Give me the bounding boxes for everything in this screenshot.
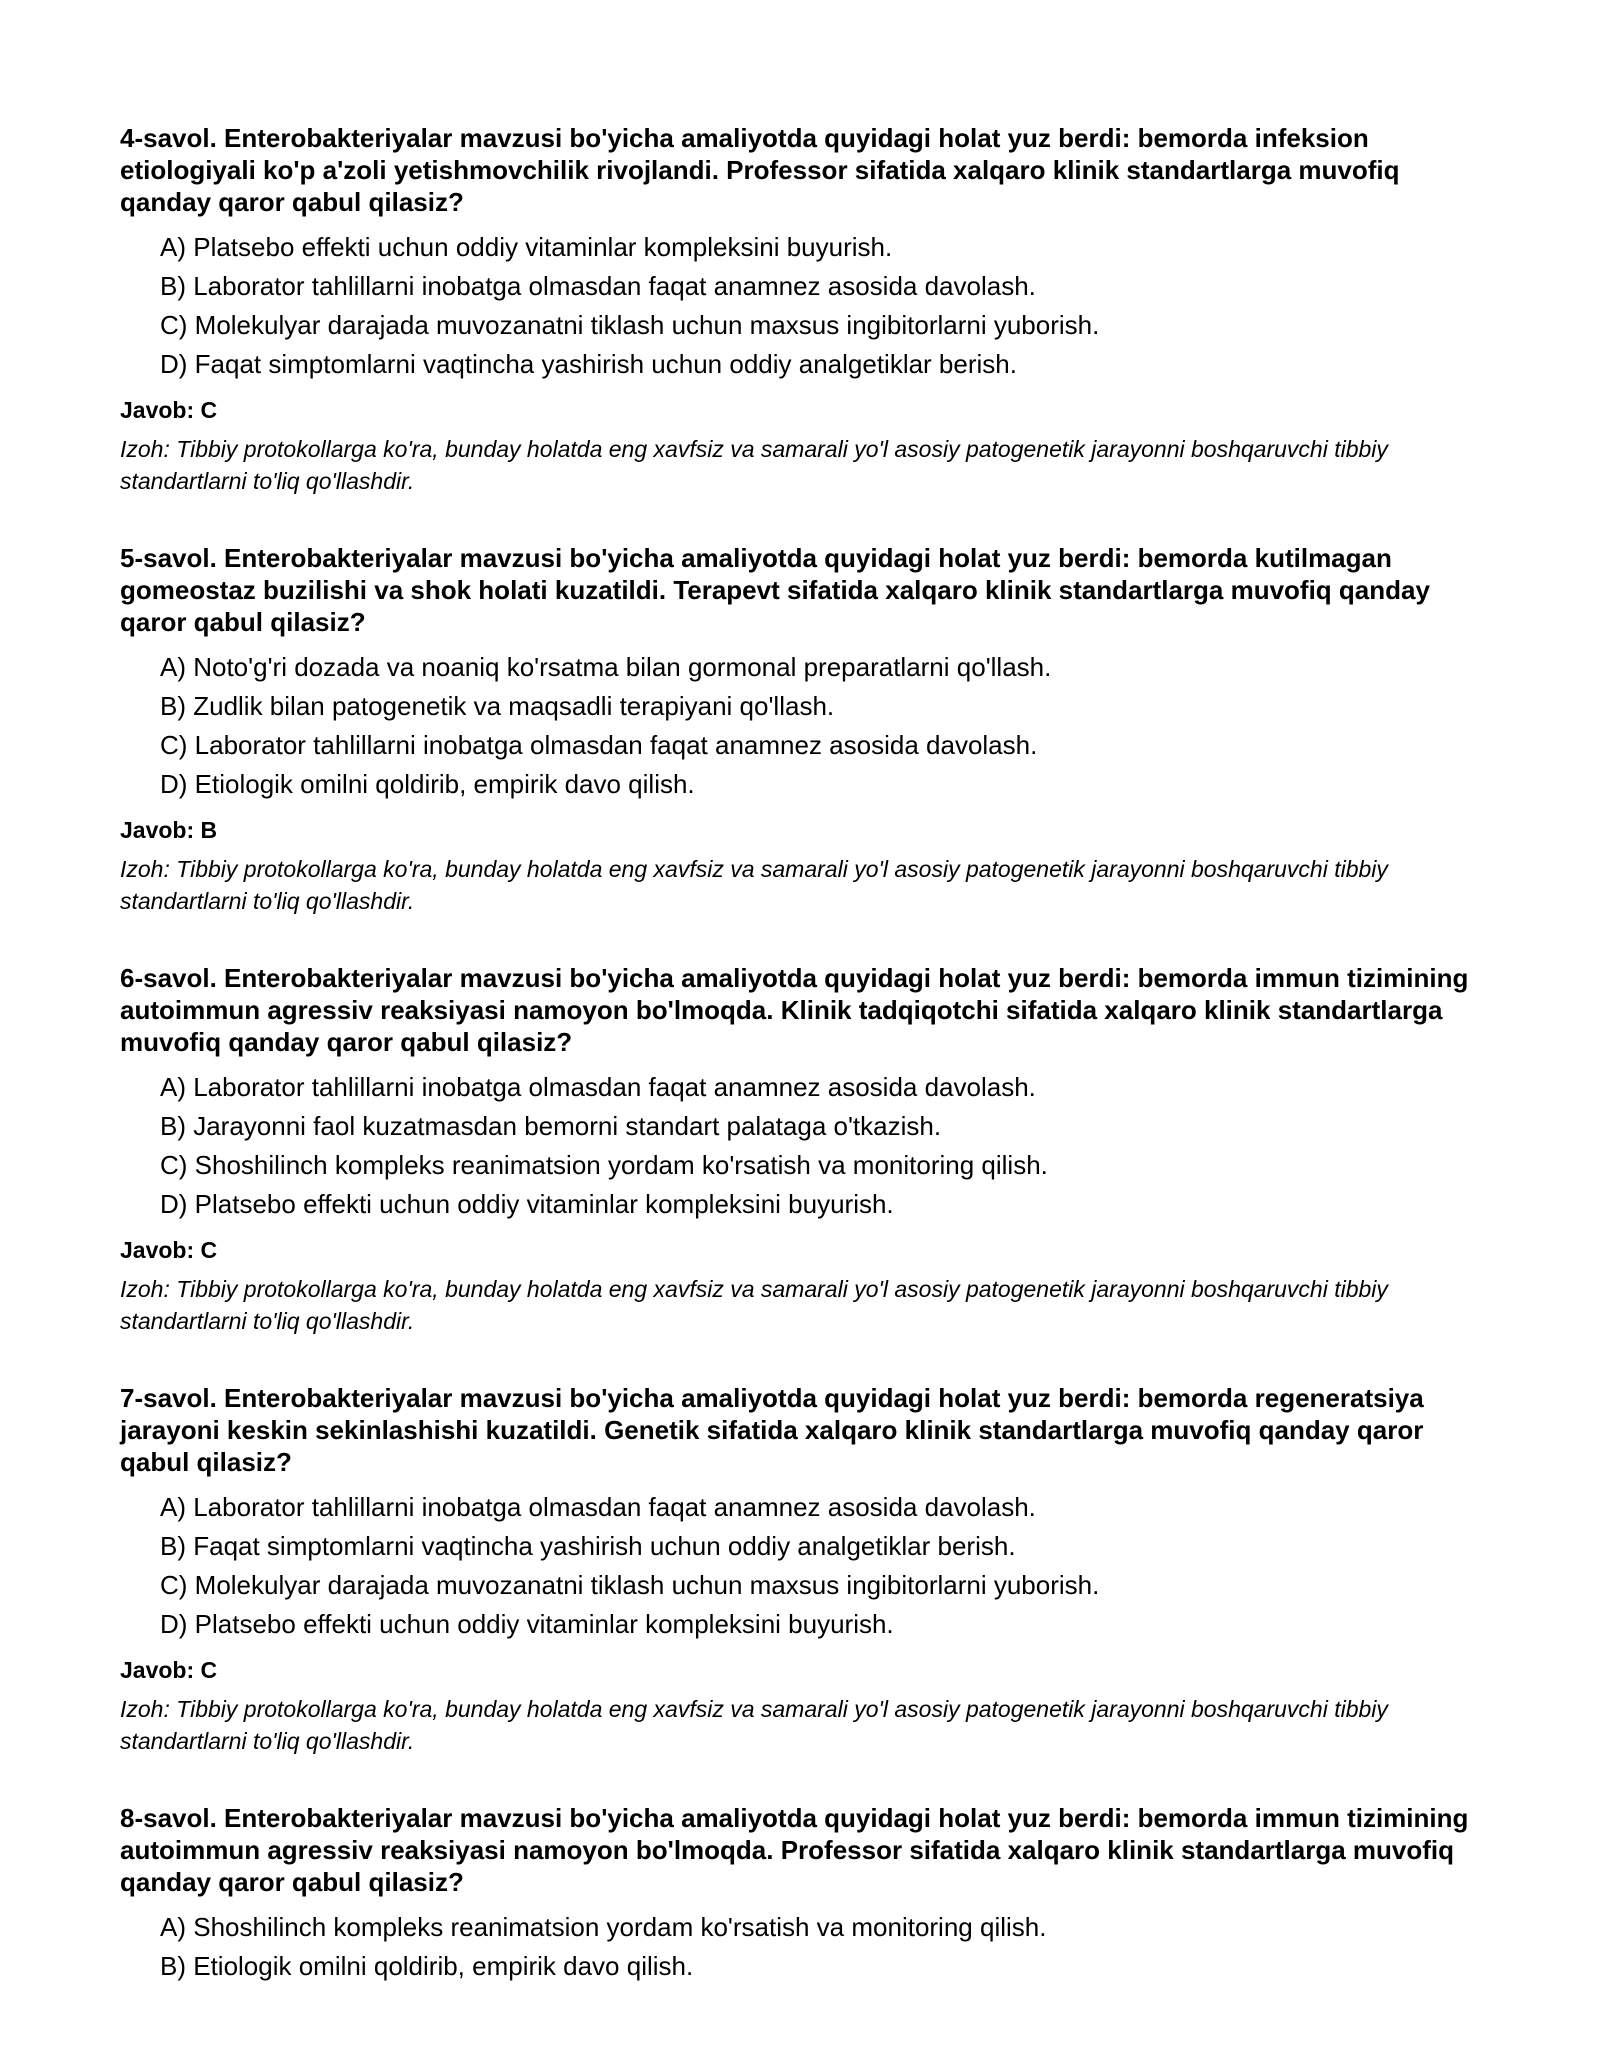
option-list <box>120 228 1490 384</box>
answer-label: Javob: B <box>120 817 218 843</box>
option-a: A) Laborator tahlillarni inobatga olmasdan faqat anamnez asosida davolash. <box>160 1492 1036 1522</box>
explanation-text: Izoh: Tibbiy protokollarga ko'ra, bunday holatda eng xavfsiz va samarali yo'l asosiy patogenetik jarayonni boshqaruvchi tibbiy standartlarni to'liq qo'llashdir. <box>120 1696 1388 1754</box>
option-d: D) Etiologik omilni qoldirib, empirik davo qilish. <box>160 769 695 799</box>
option-list <box>120 648 1490 804</box>
option-list <box>120 1068 1490 1224</box>
question-block <box>120 1382 1490 1757</box>
option-c: C) Molekulyar darajada muvozanatni tiklash uchun maxsus ingibitorlarni yuborish. <box>160 310 1100 340</box>
option-b: B) Laborator tahlillarni inobatga olmasdan faqat anamnez asosida davolash. <box>160 271 1036 301</box>
answer-label: Javob: C <box>120 1237 218 1263</box>
option-b: B) Zudlik bilan patogenetik va maqsadli terapiyani qo'llash. <box>160 691 835 721</box>
answer-label: Javob: C <box>120 397 218 423</box>
option-list <box>120 1908 1490 1986</box>
option-b: B) Etiologik omilni qoldirib, empirik davo qilish. <box>160 1951 694 1981</box>
option-a: A) Shoshilinch kompleks reanimatsion yordam ko'rsatish va monitoring qilish. <box>160 1912 1047 1942</box>
explanation-text: Izoh: Tibbiy protokollarga ko'ra, bunday holatda eng xavfsiz va samarali yo'l asosiy patogenetik jarayonni boshqaruvchi tibbiy standartlarni to'liq qo'llashdir. <box>120 856 1388 914</box>
question-title: 7-savol. Enterobakteriyalar mavzusi bo'yicha amaliyotda quyidagi holat yuz berdi: bemorda regeneratsiya jarayoni keskin sekinlashishi kuzatildi. Genetik sifatida xalqaro klinik standartlarga muvofiq qanday qaror qabul qilasiz? <box>120 1383 1424 1477</box>
option-b: B) Faqat simptomlarni vaqtincha yashirish uchun oddiy analgetiklar berish. <box>160 1531 1016 1561</box>
option-c: C) Shoshilinch kompleks reanimatsion yordam ko'rsatish va monitoring qilish. <box>160 1150 1048 1180</box>
question-title: 5-savol. Enterobakteriyalar mavzusi bo'yicha amaliyotda quyidagi holat yuz berdi: bemorda kutilmagan gomeostaz buzilishi va shok holati kuzatildi. Terapevt sifatida xalqaro klinik standartlarga muvofiq qanday qaror qabul qilasiz? <box>120 543 1430 637</box>
option-b: B) Jarayonni faol kuzatmasdan bemorni standart palataga o'tkazish. <box>160 1111 942 1141</box>
explanation-text: Izoh: Tibbiy protokollarga ko'ra, bunday holatda eng xavfsiz va samarali yo'l asosiy patogenetik jarayonni boshqaruvchi tibbiy standartlarni to'liq qo'llashdir. <box>120 436 1388 494</box>
document-page <box>120 122 1490 2031</box>
answer-label: Javob: C <box>120 1657 218 1683</box>
option-a: A) Laborator tahlillarni inobatga olmasdan faqat anamnez asosida davolash. <box>160 1072 1036 1102</box>
explanation-text: Izoh: Tibbiy protokollarga ko'ra, bunday holatda eng xavfsiz va samarali yo'l asosiy patogenetik jarayonni boshqaruvchi tibbiy standartlarni to'liq qo'llashdir. <box>120 1276 1388 1334</box>
question-title: 8-savol. Enterobakteriyalar mavzusi bo'yicha amaliyotda quyidagi holat yuz berdi: bemorda immun tizimining autoimmun agressiv reaksiyasi namoyon bo'lmoqda. Professor sifatida xalqaro klinik standartlarga muvofiq qanday qaror qabul qilasiz? <box>120 1803 1469 1897</box>
question-block <box>120 542 1490 917</box>
option-a: A) Noto'g'ri dozada va noaniq ko'rsatma bilan gormonal preparatlarni qo'llash. <box>160 652 1052 682</box>
option-d: D) Faqat simptomlarni vaqtincha yashirish uchun oddiy analgetiklar berish. <box>160 349 1017 379</box>
option-a: A) Platsebo effekti uchun oddiy vitaminlar kompleksini buyurish. <box>160 232 893 262</box>
option-list <box>120 1488 1490 1644</box>
question-title: 6-savol. Enterobakteriyalar mavzusi bo'yicha amaliyotda quyidagi holat yuz berdi: bemorda immun tizimining autoimmun agressiv reaksiyasi namoyon bo'lmoqda. Klinik tadqiqotchi sifatida xalqaro klinik standartlarga muvofiq qanday qaror qabul qilasiz? <box>120 963 1469 1057</box>
question-title: 4-savol. Enterobakteriyalar mavzusi bo'yicha amaliyotda quyidagi holat yuz berdi: bemorda infeksion etiologiyali ko'p a'zoli yetishmovchilik rivojlandi. Professor sifatida xalqaro klinik standartlarga muvofiq qanday qaror qabul qilasiz? <box>120 123 1400 217</box>
question-block <box>120 962 1490 1337</box>
question-block <box>120 1802 1490 1986</box>
question-block <box>120 122 1490 497</box>
option-d: D) Platsebo effekti uchun oddiy vitaminlar kompleksini buyurish. <box>160 1609 894 1639</box>
option-c: C) Molekulyar darajada muvozanatni tiklash uchun maxsus ingibitorlarni yuborish. <box>160 1570 1100 1600</box>
option-d: D) Platsebo effekti uchun oddiy vitaminlar kompleksini buyurish. <box>160 1189 894 1219</box>
option-c: C) Laborator tahlillarni inobatga olmasdan faqat anamnez asosida davolash. <box>160 730 1038 760</box>
